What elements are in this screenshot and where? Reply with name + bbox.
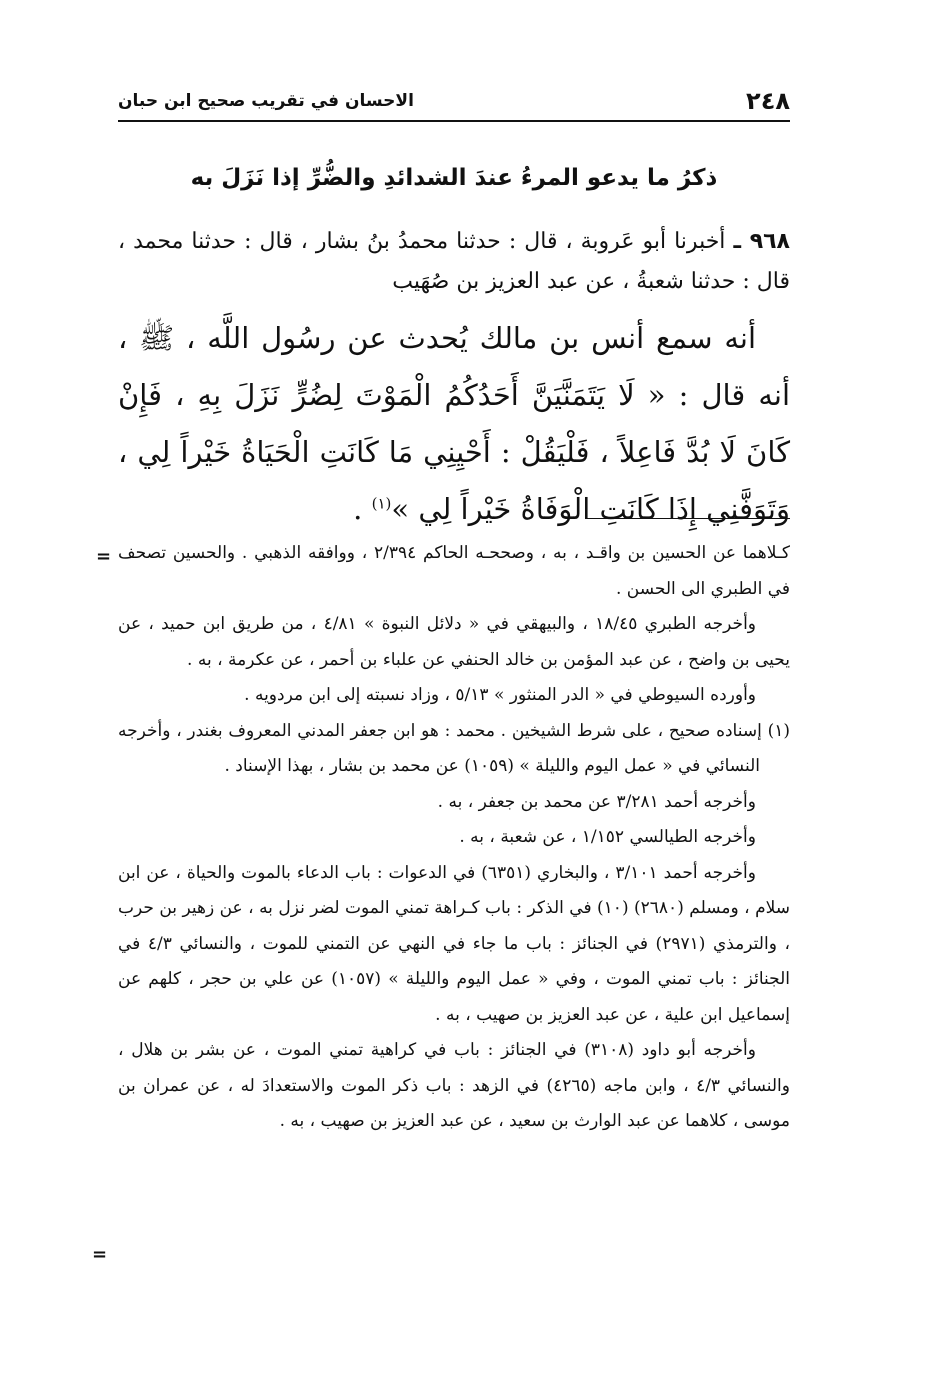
isnad-continuation: أنه سمع أنس بن مالك يُحدث عن رسُول اللَّه ، ﷺ ، أنه قال :	[118, 321, 791, 412]
continuation-mark-top: =	[96, 546, 112, 567]
page-number: ٢٤٨	[746, 87, 790, 115]
chapter-title: ذكرُ ما يدعو المرءُ عندَ الشدائدِ والضُّرِّ إذا نَزَلَ به	[190, 165, 718, 191]
footnote-continuation-paragraph: وأخرجه الطبري ١٨/٤٥ ، والبيهقي في « دلائل النبوة » ٤/٨١ ، من طريق ابن حميد ، عن يحيى بن واضح ، عن عبد المؤمن بن خالد الحنفي عن علباء بن أحمر ، عن عكرمة ، به .	[118, 614, 790, 670]
page-header	[118, 86, 790, 116]
footnote-continuation-paragraph: وأورده السيوطي في « الدر المنثور » ٥/١٣ ، وزاد نسبته إلى ابن مردويه .	[244, 685, 756, 705]
matn-end: .	[353, 492, 372, 526]
footnote-1-paragraph: وأخرجه أحمد ٣/١٠١ ، والبخاري (٦٣٥١) في الدعوات : باب الدعاء بالموت والحياة ، عن ابن سلام ، ومسلم (٢٦٨٠) (١٠) في الذكر : باب كـراهة تمني الموت لضر نزل به ، عن زهير بن حرب ، والترمذي (٢٩٧١) في الجنائز : باب ما جاء في النهي عن التمني للموت ، والنسائي ٤/٣ في الجنائز : باب تمني الموت ، وفي « عمل اليوم والليلة » (١٠٥٧) عن علي بن حجر ، كلهم عن إسماعيل ابن علية ، عن عبد العزيز بن صهيب ، به .	[118, 862, 791, 1025]
isnad-text: أخبرنا أبو عَروبة ، قال : حدثنا محمدُ بنُ بشار ، قال : حدثنا محمد ، قال : حدثنا شعبةُ ، عن عبد العزيز بن صُهَيب	[118, 229, 790, 294]
running-title: الاحسان في تقريب صحيح ابن حبان	[118, 91, 414, 111]
matn-paragraph	[118, 310, 790, 538]
hadith-number: ٩٦٨ ـ	[733, 229, 790, 254]
footnote-continuation-paragraph: كـلاهما عن الحسين بن واقـد ، به ، وصححـه الحاكم ٢/٣٩٤ ، ووافقه الذهبي . والحسين تصحف في الطبري الى الحسن .	[118, 543, 790, 599]
footnote-1-paragraph: وأخرجه الطيالسي ١/١٥٢ ، عن شعبة ، به .	[459, 827, 756, 847]
footnote-1-paragraph: وأخرجه أبو داود (٣١٠٨) في الجنائز : باب في كراهية تمني الموت ، عن بشر بن هلال ، والنسائي ٤/٣ ، وابن ماجه (٤٢٦٥) في الزهد : باب ذكر الموت والاستعدادَ له ، عن عمران بن موسى ، كلاهما عن عبد الوارث بن سعيد ، عن عبد العزيز بن صهيب ، به .	[118, 1040, 790, 1131]
hadith-body	[118, 310, 790, 538]
footnote-reference: (١)	[371, 494, 392, 513]
header-rule	[118, 120, 790, 122]
hadith-isnad	[118, 222, 790, 302]
matn-text: « لَا يَتَمَنَّيَنَّ أَحَدُكُمُ الْمَوْتَ لِضُرٍّ نَزَلَ بِهِ ، فَإِنْ كَانَ لَا بُدَّ فَاعِلاً ، فَلْيَقُلْ : أَحْيِنِي مَا كَانَتِ الْحَيَاةُ خَيْراً لِي ، وَتَوَفَّنِي إِذَا كَانَتِ الْوَفَاةُ خَيْراً لِي »	[118, 378, 790, 526]
isnad-paragraph	[118, 222, 790, 302]
footnote-1-paragraph: (١) إسناده صحيح ، على شرط الشيخين . محمد : هو ابن جعفر المدني المعروف بغندر ، وأخرجه النسائي في « عمل اليوم والليلة » (١٠٥٩) عن محمد بن بشار ، بهذا الإسناد .	[118, 720, 790, 776]
footnote-1-paragraph: وأخرجه أحمد ٣/٢٨١ عن محمد بن جعفر ، به .	[437, 791, 756, 812]
continuation-mark-bottom: =	[92, 1244, 108, 1265]
footnotes	[118, 536, 790, 1140]
footnote-separator	[587, 518, 790, 519]
